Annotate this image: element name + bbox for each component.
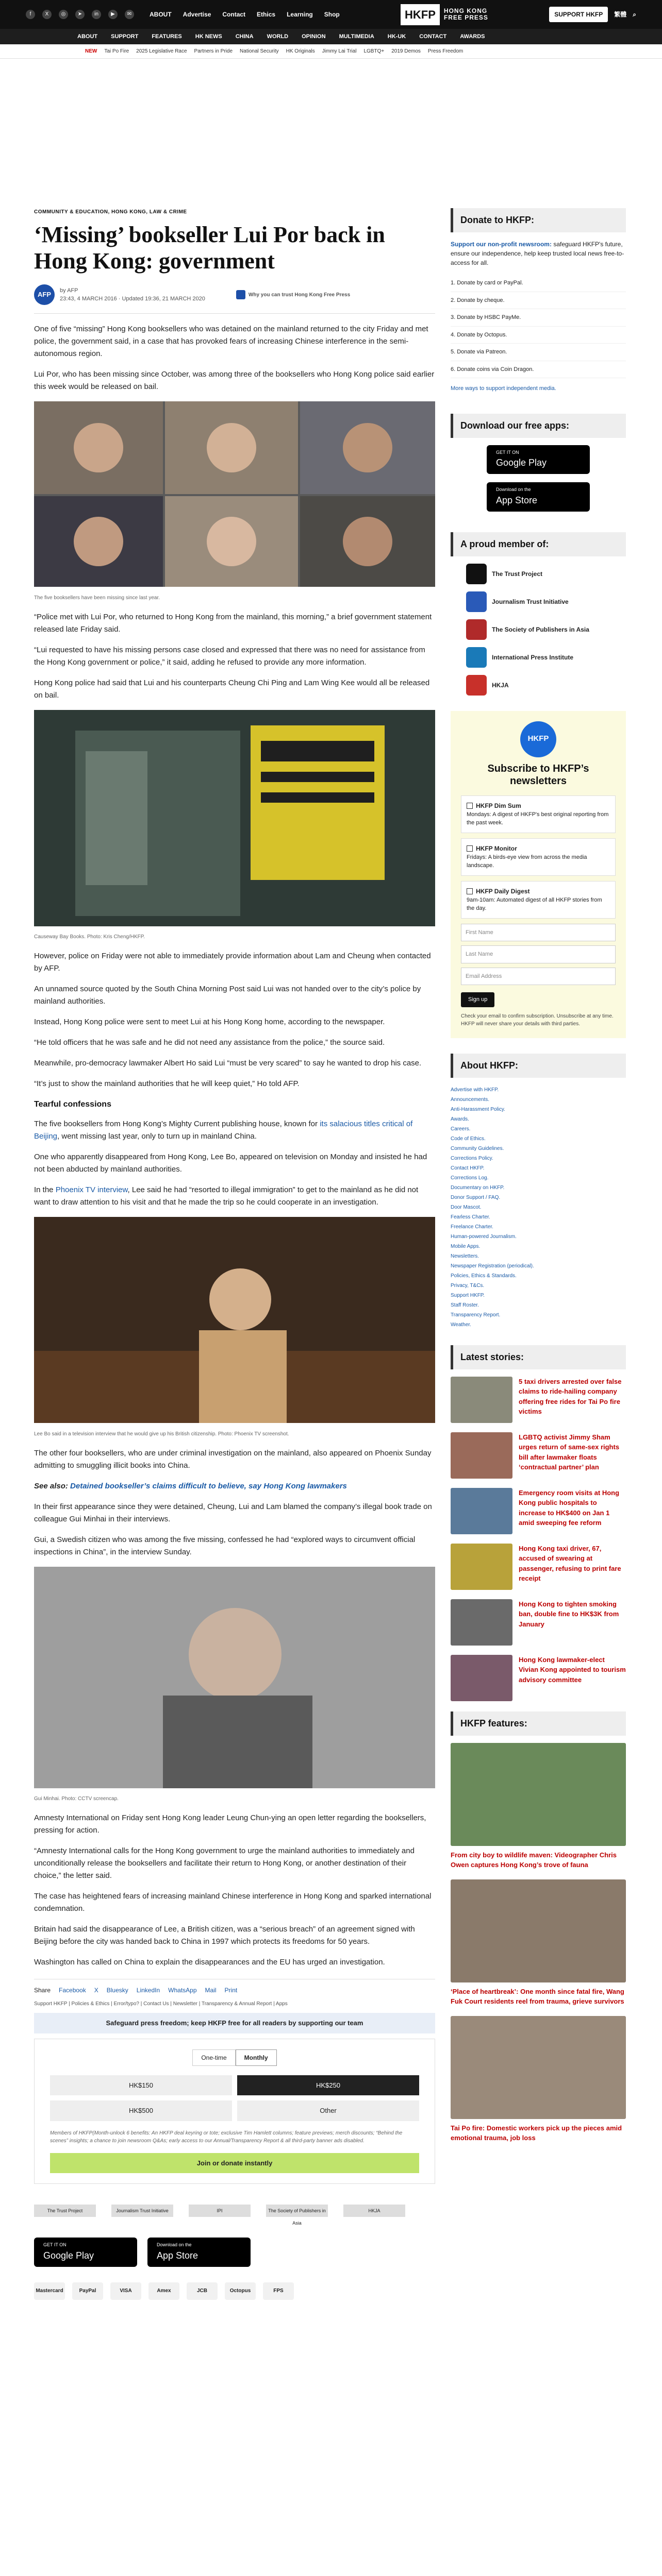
story-title: Hong Kong lawmaker-elect Vivian Kong appointed to tourism advisory committee	[519, 1655, 626, 1684]
article-paragraph	[34, 1118, 435, 1143]
ticker-item[interactable]: Tai Po Fire	[104, 48, 129, 54]
google-play-name: Google Play	[43, 2250, 94, 2261]
youtube-icon[interactable]: ▶	[108, 10, 118, 19]
nav-hk-news[interactable]: HK NEWS	[195, 33, 222, 40]
first-name-field[interactable]: First Name	[461, 924, 616, 942]
about-link[interactable]: Weather.	[451, 1321, 471, 1328]
feature-thumb	[451, 1879, 626, 1982]
newsletter-desc: Mondays: A digest of HKFP's best original reporting from the past week.	[467, 811, 609, 826]
ticker-item[interactable]: Partners in Pride	[194, 48, 233, 54]
about-link[interactable]: Mobile Apps.	[451, 1243, 481, 1249]
feature-title: ‘Place of heartbreak’: One month since fatal fire, Wang Fuk Court residents reel from trauma, grieve survivors	[451, 1987, 624, 2005]
donate-method[interactable]: 2. Donate by cheque.	[451, 292, 626, 310]
section-heading: Tearful confessions	[34, 1100, 111, 1109]
donate-method[interactable]: 1. Donate by card or PayPal.	[451, 275, 626, 292]
checkbox[interactable]	[467, 888, 473, 894]
about-link[interactable]: Advertise with HKFP.	[451, 1087, 499, 1093]
story-thumb	[451, 1432, 512, 1479]
partner-logo[interactable]: IPI	[189, 2205, 251, 2217]
story-title: Emergency room visits at Hong Kong public hospitals to increase to HK$400 on Jan 1 amid sweeping fee reform	[519, 1488, 620, 1527]
about-link[interactable]: Corrections Log.	[451, 1175, 489, 1181]
footer-app-buttons	[34, 2238, 435, 2267]
google-play-button[interactable]	[487, 445, 590, 474]
support-banner[interactable]: Safeguard press freedom; keep HKFP free for all readers by supporting our team	[34, 2013, 435, 2033]
member-logo[interactable]	[466, 564, 610, 584]
logo-name	[444, 8, 488, 21]
share-linkedin[interactable]: LinkedIn	[136, 1987, 160, 1994]
author-name[interactable]: by AFP	[60, 287, 78, 294]
main-nav	[0, 29, 662, 44]
google-play-small: GET IT ON	[496, 449, 519, 455]
member-logo[interactable]	[466, 591, 610, 612]
feature-thumb	[451, 1743, 626, 1846]
about-links	[451, 1085, 626, 1330]
share-print[interactable]: Print	[224, 1987, 238, 1994]
share-x[interactable]: X	[94, 1987, 98, 1994]
about-link[interactable]: Community Guidelines.	[451, 1145, 504, 1151]
trust-link-text: Why you can trust Hong Kong Free Press	[248, 292, 351, 298]
newsletter-option[interactable]	[461, 795, 616, 833]
donate-intro	[451, 240, 626, 267]
about-link[interactable]: Donor Support / FAQ.	[451, 1194, 501, 1200]
see-also-link[interactable]: Detained bookseller’s claims difficult to believe, say Hong Kong lawmakers	[70, 1481, 347, 1490]
article-paragraph: One who apparently disappeared from Hong Kong, Lee Bo, appeared on television on Monday and insisted he had not been abducted by mainland authorities.	[34, 1153, 427, 1174]
donate-intro-text: safeguard HKFP's future, ensure our independence, help keep trusted local news free-to-access for all.	[451, 241, 624, 266]
article-paragraph: Meanwhile, pro-democracy lawmaker Albert Ho said Lui “must be very scared” to say he wanted to drop his case.	[34, 1059, 422, 1068]
lang-link[interactable]: 繁體	[614, 11, 627, 18]
latest-story[interactable]	[451, 1432, 626, 1479]
freq-one-time[interactable]: One-time	[192, 2049, 235, 2066]
latest-story[interactable]	[451, 1599, 626, 1646]
telegram-icon[interactable]: ➤	[75, 10, 85, 19]
latest-story[interactable]	[451, 1377, 626, 1423]
feature-story[interactable]	[451, 1743, 626, 1870]
nav-opinion[interactable]: OPINION	[302, 33, 326, 40]
about-link[interactable]: Staff Roster.	[451, 1302, 479, 1308]
sidebar-app-buttons	[451, 445, 626, 512]
partner-logo[interactable]: The Society of Publishers in Asia	[266, 2205, 328, 2217]
byline	[34, 284, 435, 314]
about-link[interactable]: Careers.	[451, 1126, 471, 1132]
amex-icon: Amex	[148, 2282, 179, 2300]
google-play-small: GET IT ON	[43, 2242, 67, 2248]
lee-bo-photo	[34, 1217, 435, 1423]
top-link-shop[interactable]: Shop	[324, 11, 340, 18]
more-ways-link[interactable]: More ways to support independent media.	[451, 385, 556, 392]
app-store-name: App Store	[157, 2250, 198, 2261]
member-name: International Press Institute	[492, 653, 574, 661]
amount-option-selected[interactable]: HK$250	[237, 2075, 419, 2096]
story-thumb	[451, 1488, 512, 1534]
about-link[interactable]: Fearless Charter.	[451, 1214, 490, 1220]
logo-name-line1: HONG KONG	[443, 7, 488, 14]
newsletter-name: HKFP Daily Digest	[476, 887, 530, 895]
story-thumb	[451, 1544, 512, 1590]
top-link-about[interactable]: ABOUT	[150, 11, 172, 18]
newsletter-note: Check your email to confirm subscription. Unsubscribe at any time. HKFP will never share your details with third parties.	[461, 1013, 614, 1027]
newsletter-box	[451, 711, 626, 1038]
donate-intro-link[interactable]: Support our non-profit newsroom:	[451, 241, 552, 248]
donate-method[interactable]: 4. Donate by Octopus.	[451, 327, 626, 344]
fps-icon: FPS	[263, 2282, 294, 2300]
trust-link[interactable]	[236, 290, 350, 299]
google-play-button[interactable]	[34, 2238, 137, 2267]
member-name: The Society of Publishers in Asia	[492, 625, 589, 633]
app-store-small: Download on the	[496, 487, 531, 492]
app-store-button[interactable]	[147, 2238, 251, 2267]
top-link-contact[interactable]: Contact	[222, 11, 246, 18]
freq-monthly[interactable]: Monthly	[236, 2049, 277, 2066]
ticker-new-label: NEW	[85, 48, 97, 54]
mastercard-icon: Mastercard	[34, 2282, 65, 2300]
ticker-item[interactable]: 2025 Legislative Race	[136, 48, 187, 54]
salacious-titles-link[interactable]: its salacious titles critical of Beijing	[34, 1120, 413, 1141]
article-paragraph: “He told officers that he was safe and he did not need any assistance from the police,” the source said.	[34, 1038, 385, 1047]
article-paragraph: Instead, Hong Kong police were sent to meet Lui at his Hong Kong home, according to the newspaper.	[34, 1018, 385, 1027]
site-logo[interactable]	[401, 4, 488, 25]
ticker-item[interactable]: Jimmy Lai Trial	[322, 48, 357, 54]
feature-story[interactable]	[451, 1879, 626, 2007]
latest-title: Latest stories:	[451, 1345, 626, 1369]
nav-about[interactable]: ABOUT	[77, 33, 98, 40]
about-link[interactable]: Human-powered Journalism.	[451, 1233, 517, 1240]
partner-logo[interactable]: HKJA	[343, 2205, 405, 2217]
story-title: Hong Kong to tighten smoking ban, double fine to HK$3K from January	[519, 1600, 619, 1628]
article-title: ‘Missing’ bookseller Lui Por back in Hong Kong: government	[34, 222, 385, 274]
octopus-icon: Octopus	[225, 2282, 256, 2300]
email-icon[interactable]: ✉	[125, 10, 134, 19]
article-paragraph: “Amnesty International calls for the Hong Kong government to urge the mainland authorities to immediately and unconditionally release the booksellers and facilitate their return to Hong Kong, or another destination of their choice,” the letter said.	[34, 1846, 415, 1880]
paypal-icon: PayPal	[72, 2282, 103, 2300]
about-link[interactable]: Privacy, T&Cs.	[451, 1282, 485, 1289]
footer-links[interactable]: Support HKFP | Policies & Ethics | Error/typo? | Contact Us | Newsletter | Transparency & Annual Report | Apps	[34, 2001, 288, 2007]
donate-note: Members of HKFP(Month-unlock 6 benefits: An HKFP deal keyring or tote; exclusive Tim Hamlett columns; feature previews; merch discounts; “Behind the scenes” insights; a chance to join newsroom Q&As; early access to our Annual/Transparency Report & all third-party banner ads disabled.	[50, 2130, 403, 2144]
story-title: LGBTQ activist Jimmy Sham urges return of same-sex rights bill after lawmaker floats ‘contractual partner’ plan	[519, 1433, 620, 1471]
logo-mark: HKFP	[401, 4, 440, 25]
member-title: A proud member of:	[451, 532, 626, 556]
signup-button[interactable]: Sign up	[461, 992, 494, 1007]
top-links	[150, 10, 340, 19]
jti-icon	[466, 591, 487, 612]
article-paragraph: The case has heightened fears of increasing mainland Chinese interference in Hong Kong and sparked international condemnation.	[34, 1892, 432, 1913]
support-hkfp-button[interactable]: SUPPORT HKFP	[549, 7, 608, 22]
jcb-icon: JCB	[187, 2282, 218, 2300]
trust-project-icon	[466, 564, 487, 584]
visa-icon: VISA	[110, 2282, 141, 2300]
article-paragraph: Britain had said the disappearance of Lee, a British citizen, was a “serious breach” of an agreement signed with Beijing before the city was handed back to China in 1997 which protects its freedoms for 50 years.	[34, 1925, 415, 1946]
feature-title: Tai Po fire: Domestic workers pick up the pieces amid emotional trauma, job loss	[451, 2124, 622, 2142]
about-link[interactable]: Awards.	[451, 1116, 469, 1122]
newsletter-option[interactable]	[461, 838, 616, 876]
member-name: HKJA	[492, 681, 509, 689]
apps-title: Download our free apps:	[451, 414, 626, 438]
photo-caption: The five booksellers have been missing since last year.	[34, 595, 160, 601]
payment-methods	[34, 2282, 435, 2300]
nav-china[interactable]: CHINA	[235, 33, 254, 40]
features-title: HKFP features:	[451, 1711, 626, 1736]
about-link[interactable]: Announcements.	[451, 1096, 490, 1103]
article-paragraph: One of five “missing” Hong Kong booksellers who was detained on the mainland returned to the city Friday and met police, the government said, in a case that has provoked fears of increasing Chinese interference in the semi-autonomous region.	[34, 325, 428, 359]
paragraph-text: , went missing last year, only to turn up in mainland China.	[57, 1132, 257, 1141]
bookstore-photo	[34, 710, 435, 926]
instagram-icon[interactable]: ◎	[59, 10, 68, 19]
nav-features[interactable]: FEATURES	[152, 33, 182, 40]
checkbox[interactable]	[467, 845, 473, 852]
nav-hk-uk[interactable]: HK-UK	[387, 33, 406, 40]
ticker-item[interactable]: 2019 Demos	[391, 48, 421, 54]
donate-title: Donate to HKFP:	[451, 208, 626, 232]
share-label: Share	[34, 1987, 51, 1994]
search-icon[interactable]: ⌕	[633, 11, 636, 18]
story-thumb	[451, 1599, 512, 1646]
photo-caption: Gui Minhai. Photo: CCTV screencap.	[34, 1796, 119, 1802]
about-link[interactable]: Support HKFP.	[451, 1292, 485, 1298]
last-name-field[interactable]: Last Name	[461, 945, 616, 963]
gui-minhai-photo	[34, 1567, 435, 1788]
phoenix-interview-link[interactable]: Phoenix TV interview	[55, 1185, 128, 1195]
member-name: The Trust Project	[492, 570, 543, 578]
member-name: Journalism Trust Initiative	[492, 598, 569, 605]
top-bar	[0, 0, 662, 29]
article-paragraph: The other four booksellers, who are under criminal investigation on the mainland, also appeared on Phoenix Sunday admitting to smuggling illicit books into China.	[34, 1448, 432, 1470]
photo-caption: Lee Bo said in a television interview that he would give up his British citizenship. Photo: Phoenix TV screenshot.	[34, 1431, 289, 1437]
ticker-item[interactable]: Press Freedom	[427, 48, 464, 54]
app-store-button[interactable]	[487, 482, 590, 512]
partner-logo[interactable]: Journalism Trust Initiative	[111, 2205, 173, 2217]
newsletter-name: HKFP Monitor	[476, 844, 517, 852]
latest-story[interactable]	[451, 1655, 626, 1701]
about-link[interactable]: Code of Ethics.	[451, 1136, 486, 1142]
hkfp-round-logo: HKFP	[520, 721, 556, 757]
donate-amounts	[50, 2075, 419, 2121]
see-also-label: See also:	[34, 1481, 71, 1490]
paragraph-text: , Lee said he had “resorted to illegal immigration” to get to the mainland as he did not want to draw attention to his visit and that he made the trip so he could cooperate in an investigation.	[34, 1185, 419, 1207]
article-paragraph: “Lui requested to have his missing persons case closed and expressed that there was no need for assistance from the Hong Kong government or police,” it said, adding he refused to provide any more information.	[34, 645, 425, 667]
facebook-icon[interactable]: f	[26, 10, 35, 19]
nav-multimedia[interactable]: MULTIMEDIA	[339, 33, 374, 40]
article-paragraph: Washington has called on China to explain the disappearances and the EU has urged an investigation.	[34, 1958, 385, 1967]
share-mail[interactable]: Mail	[205, 1987, 217, 1994]
top-right	[549, 7, 636, 22]
amount-option[interactable]: HK$500	[50, 2100, 232, 2121]
article-paragraph: In their first appearance since they were detained, Cheung, Lui and Lam blamed the company’s illegal book trade on colleague Gui Minhai in their interviews.	[34, 1502, 432, 1523]
about-link[interactable]: Anti-Harassment Policy.	[451, 1106, 505, 1112]
article-categories[interactable]: COMMUNITY & EDUCATION, HONG KONG, LAW & CRIME	[34, 209, 187, 215]
x-icon[interactable]: X	[42, 10, 52, 19]
paragraph-text: The five booksellers from Hong Kong’s Mighty Current publishing house, known for	[34, 1120, 320, 1129]
about-title: About HKFP:	[451, 1054, 626, 1078]
newsletter-desc: Fridays: A birds-eye view from across the media landscape.	[467, 854, 587, 869]
member-logo[interactable]	[466, 675, 610, 696]
feature-thumb	[451, 2016, 626, 2119]
member-logo[interactable]	[466, 647, 610, 668]
story-thumb	[451, 1377, 512, 1423]
email-field[interactable]: Email Address	[461, 968, 616, 986]
top-link-learning[interactable]: Learning	[287, 11, 313, 18]
donate-method[interactable]: 3. Donate by HSBC PayMe.	[451, 309, 626, 327]
about-link[interactable]: Newspaper Registration (periodical).	[451, 1263, 534, 1269]
nav-contact[interactable]: CONTACT	[419, 33, 447, 40]
footer-partners	[34, 2205, 435, 2226]
article-date: 23:43, 4 MARCH 2016 · Updated 19:36, 21 MARCH 2020	[60, 296, 205, 302]
app-store-small: Download on the	[157, 2242, 192, 2248]
about-link[interactable]: Newsletters.	[451, 1253, 479, 1259]
newsletter-desc: 9am-10am: Automated digest of all HKFP stories from the day.	[467, 896, 602, 911]
about-link[interactable]: Policies, Ethics & Standards.	[451, 1273, 517, 1279]
social-icons	[26, 10, 134, 19]
content-wrap	[0, 208, 662, 2300]
donate-widget	[34, 2039, 435, 2184]
feature-story[interactable]	[451, 2016, 626, 2143]
ticker-item[interactable]: LGBTQ+	[363, 48, 385, 54]
share-facebook[interactable]: Facebook	[59, 1987, 86, 1994]
article-paragraph	[34, 1184, 435, 1209]
about-link[interactable]: Transparency Report.	[451, 1312, 501, 1318]
newsletter-title: Subscribe to HKFP’s newsletters	[487, 762, 589, 787]
latest-story[interactable]	[451, 1488, 626, 1534]
sidebar	[451, 208, 626, 2300]
article-paragraph: Gui, a Swedish citizen who was among the five missing, confessed he had “explored ways to circumvent official inspections in China”, in the interview Sunday.	[34, 1535, 416, 1556]
donate-frequency	[50, 2049, 419, 2066]
amount-option[interactable]: HK$150	[50, 2075, 232, 2096]
top-link-ethics[interactable]: Ethics	[257, 11, 276, 18]
ticker-item[interactable]: HK Originals	[286, 48, 315, 54]
about-link[interactable]: Contact HKFP.	[451, 1165, 485, 1171]
ipi-icon	[466, 647, 487, 668]
article-paragraph: “It’s just to show the mainland authorities that he will keep quiet,” Ho told AFP.	[34, 1079, 300, 1089]
topic-ticker	[0, 44, 662, 59]
donate-method[interactable]: 5. Donate via Patreon.	[451, 344, 626, 361]
newsletter-name: HKFP Dim Sum	[476, 802, 521, 809]
linkedin-icon[interactable]: in	[92, 10, 101, 19]
hkja-icon	[466, 675, 487, 696]
join-donate-button[interactable]: Join or donate instantly	[50, 2153, 419, 2174]
story-thumb	[451, 1655, 512, 1701]
newsletter-option[interactable]	[461, 881, 616, 919]
about-link[interactable]: Freelance Charter.	[451, 1224, 493, 1230]
app-store-name: App Store	[496, 495, 538, 505]
article-paragraph: Amnesty International on Friday sent Hong Kong leader Leung Chun-ying an open letter regarding the booksellers, pressing for action.	[34, 1814, 426, 1835]
about-link[interactable]: Door Mascot.	[451, 1204, 482, 1210]
article-paragraph: Lui Por, who has been missing since October, was among three of the booksellers who Hong Kong police said earlier this week would be released on bail.	[34, 370, 435, 392]
article-paragraph: Hong Kong police had said that Lui and his counterparts Cheung Chi Ping and Lam Wing Kee would all be released on bail.	[34, 678, 430, 700]
logo-name-line2: FREE PRESS	[443, 14, 488, 21]
story-title: Hong Kong taxi driver, 67, accused of swearing at passenger, refusing to print fare receipt	[519, 1544, 621, 1582]
latest-story[interactable]	[451, 1544, 626, 1590]
checkbox[interactable]	[467, 803, 473, 809]
article	[34, 208, 435, 2300]
see-also	[34, 1480, 435, 1493]
article-paragraph: “Police met with Lui Por, who returned to Hong Kong from the mainland, this morning,” a brief government statement released late Friday said.	[34, 612, 432, 634]
nav-awards[interactable]: AWARDS	[460, 33, 485, 40]
nav-world[interactable]: WORLD	[267, 33, 289, 40]
top-link-advertise[interactable]: Advertise	[183, 11, 211, 18]
story-title: 5 taxi drivers arrested over false claims to ride-hailing company offering free rides for Tai Po fire victims	[519, 1377, 622, 1415]
donate-method[interactable]: 6. Donate coins via Coin Dragon.	[451, 361, 626, 379]
share-bar	[34, 1979, 435, 1995]
amount-option[interactable]: Other	[237, 2100, 419, 2121]
share-bluesky[interactable]: Bluesky	[106, 1987, 128, 1994]
google-play-name: Google Play	[496, 457, 547, 468]
ticker-item[interactable]: National Security	[240, 48, 279, 54]
nav-support[interactable]: SUPPORT	[111, 33, 139, 40]
trust-badge-icon	[236, 290, 245, 299]
member-logo[interactable]	[466, 619, 610, 640]
partner-logo[interactable]: The Trust Project	[34, 2205, 96, 2217]
share-whatsapp[interactable]: WhatsApp	[168, 1987, 197, 1994]
about-link[interactable]: Documentary on HKFP.	[451, 1184, 505, 1191]
article-paragraph: However, police on Friday were not able to immediately provide information about Lam and Cheung when contacted by AFP.	[34, 952, 431, 973]
paragraph-text: In the	[34, 1185, 56, 1195]
author-avatar: AFP	[34, 284, 55, 305]
sopa-icon	[466, 619, 487, 640]
about-link[interactable]: Corrections Policy.	[451, 1155, 493, 1161]
article-paragraph: An unnamed source quoted by the South China Morning Post said Lui was not handed over to the city’s police by mainland authorities.	[34, 985, 421, 1006]
booksellers-photo	[34, 401, 435, 587]
photo-caption: Causeway Bay Books. Photo: Kris Cheng/HKFP.	[34, 934, 145, 940]
feature-title: From city boy to wildlife maven: Videographer Chris Owen captures Hong Kong’s trove of fauna	[451, 1851, 617, 1869]
